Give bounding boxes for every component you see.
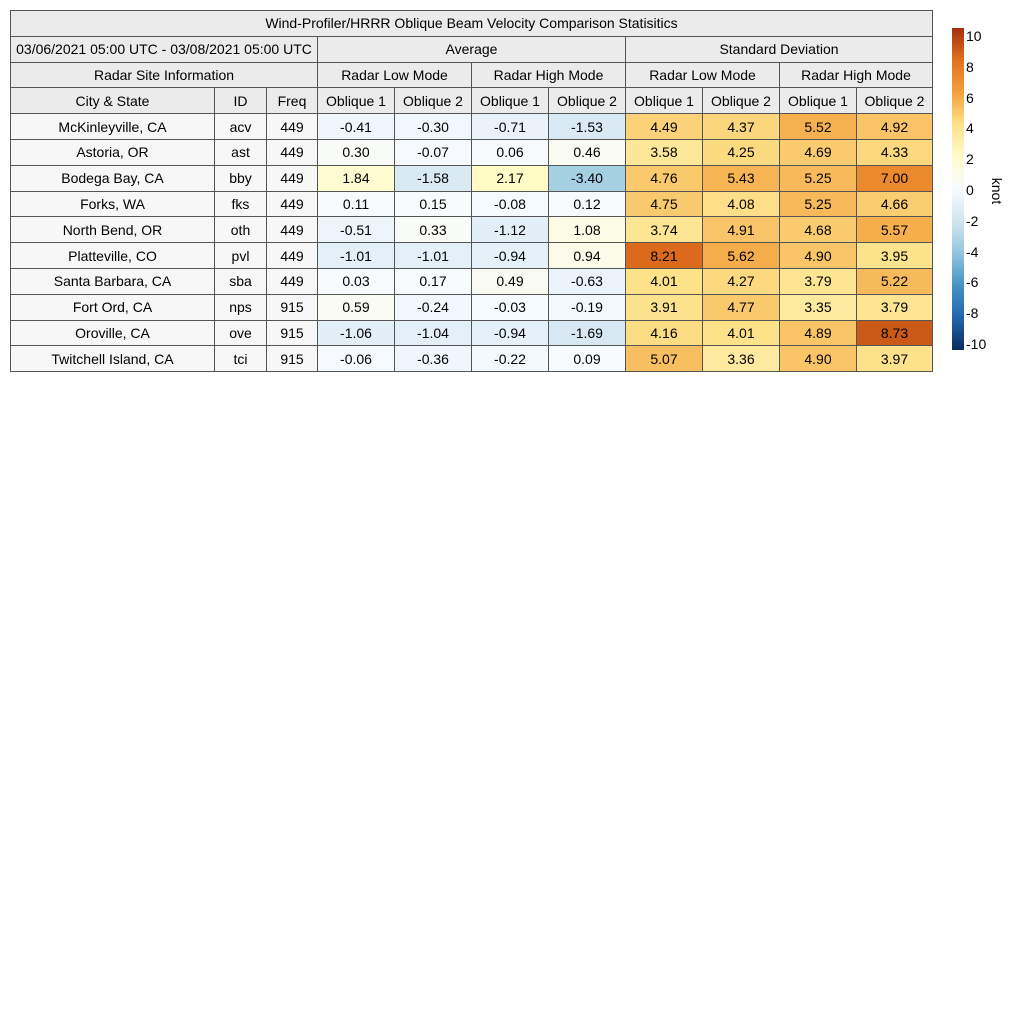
value-cell: 0.15 [395, 191, 472, 217]
colorbar-tick-label: 0 [966, 182, 974, 198]
value-cell: 4.33 [857, 139, 933, 165]
value-cell: -0.51 [318, 217, 395, 243]
value-cell: -0.22 [472, 346, 549, 372]
value-cell: 4.90 [780, 243, 857, 269]
value-cell: -1.12 [472, 217, 549, 243]
value-cell: 2.17 [472, 165, 549, 191]
value-cell: -1.01 [318, 243, 395, 269]
value-cell: -0.07 [395, 139, 472, 165]
site-id: bby [215, 165, 267, 191]
value-cell: -0.94 [472, 243, 549, 269]
value-cell: -0.03 [472, 294, 549, 320]
value-cell: -0.30 [395, 114, 472, 140]
value-cell: 0.11 [318, 191, 395, 217]
table-row [11, 346, 933, 372]
site-id: ove [215, 320, 267, 346]
value-cell: 0.06 [472, 139, 549, 165]
mode-header: Radar Low Mode [626, 62, 780, 88]
value-cell: -3.40 [549, 165, 626, 191]
site-id: oth [215, 217, 267, 243]
value-cell: 5.25 [780, 165, 857, 191]
site-city: Bodega Bay, CA [11, 165, 215, 191]
column-header: Oblique 1 [472, 88, 549, 114]
column-header: City & State [11, 88, 215, 114]
mode-header: Radar High Mode [472, 62, 626, 88]
site-id: acv [215, 114, 267, 140]
value-cell: 4.49 [626, 114, 703, 140]
value-cell: 7.00 [857, 165, 933, 191]
value-cell: 0.30 [318, 139, 395, 165]
value-cell: 4.66 [857, 191, 933, 217]
site-freq: 449 [267, 114, 318, 140]
value-cell: 0.49 [472, 268, 549, 294]
value-cell: 1.08 [549, 217, 626, 243]
value-cell: -1.04 [395, 320, 472, 346]
value-cell: -0.94 [472, 320, 549, 346]
site-freq: 449 [267, 165, 318, 191]
value-cell: -0.08 [472, 191, 549, 217]
site-freq: 915 [267, 320, 318, 346]
value-cell: 0.46 [549, 139, 626, 165]
table-row [11, 114, 933, 140]
stats-table [10, 10, 933, 372]
value-cell: 4.08 [703, 191, 780, 217]
value-cell: 3.79 [857, 294, 933, 320]
colorbar-tick-label: -4 [966, 243, 979, 260]
site-city: North Bend, OR [11, 217, 215, 243]
site-city: Twitchell Island, CA [11, 346, 215, 372]
site-freq: 449 [267, 139, 318, 165]
table-row [11, 294, 933, 320]
value-cell: 0.09 [549, 346, 626, 372]
site-freq: 449 [267, 217, 318, 243]
column-header: Freq [267, 88, 318, 114]
value-cell: 4.16 [626, 320, 703, 346]
value-cell: 4.76 [626, 165, 703, 191]
group-header-row [11, 36, 933, 62]
table-body [11, 11, 933, 372]
table-row [11, 243, 933, 269]
value-cell: 3.74 [626, 217, 703, 243]
value-cell: -0.24 [395, 294, 472, 320]
value-cell: 3.79 [780, 268, 857, 294]
site-id: sba [215, 268, 267, 294]
site-freq: 449 [267, 243, 318, 269]
site-freq: 449 [267, 268, 318, 294]
site-freq: 915 [267, 294, 318, 320]
site-id: fks [215, 191, 267, 217]
colorbar-tick-label: -8 [966, 305, 979, 322]
site-city: Santa Barbara, CA [11, 268, 215, 294]
site-id: nps [215, 294, 267, 320]
value-cell: 4.75 [626, 191, 703, 217]
site-info-header: Radar Site Information [11, 62, 318, 88]
site-city: McKinleyville, CA [11, 114, 215, 140]
value-cell: 4.77 [703, 294, 780, 320]
table-row [11, 191, 933, 217]
value-cell: 3.36 [703, 346, 780, 372]
value-cell: 3.95 [857, 243, 933, 269]
value-cell: -1.01 [395, 243, 472, 269]
site-city: Platteville, CO [11, 243, 215, 269]
value-cell: 5.25 [780, 191, 857, 217]
column-header: Oblique 2 [857, 88, 933, 114]
value-cell: -1.58 [395, 165, 472, 191]
value-cell: 5.07 [626, 346, 703, 372]
value-cell: 5.57 [857, 217, 933, 243]
average-header: Average [318, 36, 626, 62]
mode-header: Radar Low Mode [318, 62, 472, 88]
value-cell: -1.53 [549, 114, 626, 140]
value-cell: 5.62 [703, 243, 780, 269]
colorbar-tick-label: 4 [966, 120, 974, 137]
column-header: ID [215, 88, 267, 114]
value-cell: 4.90 [780, 346, 857, 372]
mode-header-row [11, 62, 933, 88]
value-cell: -1.69 [549, 320, 626, 346]
site-freq: 915 [267, 346, 318, 372]
value-cell: 4.91 [703, 217, 780, 243]
value-cell: 3.35 [780, 294, 857, 320]
site-city: Astoria, OR [11, 139, 215, 165]
value-cell: 0.12 [549, 191, 626, 217]
site-freq: 449 [267, 191, 318, 217]
value-cell: 4.01 [626, 268, 703, 294]
value-cell: 0.33 [395, 217, 472, 243]
table-row [11, 268, 933, 294]
value-cell: 3.97 [857, 346, 933, 372]
value-cell: 8.21 [626, 243, 703, 269]
table-title: Wind-Profiler/HRRR Oblique Beam Velocity Comparison Statisitics [11, 11, 933, 37]
value-cell: -0.71 [472, 114, 549, 140]
colorbar-tick-label: 6 [966, 89, 974, 106]
value-cell: 4.89 [780, 320, 857, 346]
colorbar-tick-label: 8 [966, 58, 974, 75]
colorbar-tick-label: -10 [966, 336, 987, 352]
table-row [11, 217, 933, 243]
site-id: pvl [215, 243, 267, 269]
colorbar-tick-label: -2 [966, 212, 979, 229]
column-header: Oblique 2 [549, 88, 626, 114]
value-cell: 5.52 [780, 114, 857, 140]
value-cell: 0.59 [318, 294, 395, 320]
column-header: Oblique 1 [780, 88, 857, 114]
value-cell: 4.27 [703, 268, 780, 294]
value-cell: 0.17 [395, 268, 472, 294]
column-header: Oblique 2 [703, 88, 780, 114]
value-cell: 3.91 [626, 294, 703, 320]
value-cell: -0.41 [318, 114, 395, 140]
value-cell: 4.01 [703, 320, 780, 346]
value-cell: -0.06 [318, 346, 395, 372]
column-header-row [11, 88, 933, 114]
table-row [11, 139, 933, 165]
site-city: Forks, WA [11, 191, 215, 217]
site-city: Oroville, CA [11, 320, 215, 346]
value-cell: 4.92 [857, 114, 933, 140]
value-cell: 1.84 [318, 165, 395, 191]
value-cell: -0.36 [395, 346, 472, 372]
colorbar [952, 28, 964, 350]
stddev-header: Standard Deviation [626, 36, 933, 62]
value-cell: -1.06 [318, 320, 395, 346]
value-cell: 4.25 [703, 139, 780, 165]
value-cell: 4.68 [780, 217, 857, 243]
colorbar-tick-label: 2 [966, 151, 974, 168]
value-cell: 0.94 [549, 243, 626, 269]
title-row [11, 11, 933, 37]
mode-header: Radar High Mode [780, 62, 933, 88]
table-row [11, 320, 933, 346]
site-city: Fort Ord, CA [11, 294, 215, 320]
value-cell: 4.37 [703, 114, 780, 140]
site-id: ast [215, 139, 267, 165]
value-cell: -0.63 [549, 268, 626, 294]
value-cell: 8.73 [857, 320, 933, 346]
value-cell: 5.22 [857, 268, 933, 294]
column-header: Oblique 1 [318, 88, 395, 114]
value-cell: 4.69 [780, 139, 857, 165]
value-cell: 3.58 [626, 139, 703, 165]
value-cell: 5.43 [703, 165, 780, 191]
date-range: 03/06/2021 05:00 UTC - 03/08/2021 05:00 UTC [11, 36, 318, 62]
colorbar-tick-label: -6 [966, 274, 979, 291]
colorbar-unit-label: knot [989, 177, 1005, 205]
column-header: Oblique 1 [626, 88, 703, 114]
value-cell: -0.19 [549, 294, 626, 320]
colorbar-tick-label: 10 [966, 28, 982, 44]
column-header: Oblique 2 [395, 88, 472, 114]
site-id: tci [215, 346, 267, 372]
table-row [11, 165, 933, 191]
value-cell: 0.03 [318, 268, 395, 294]
